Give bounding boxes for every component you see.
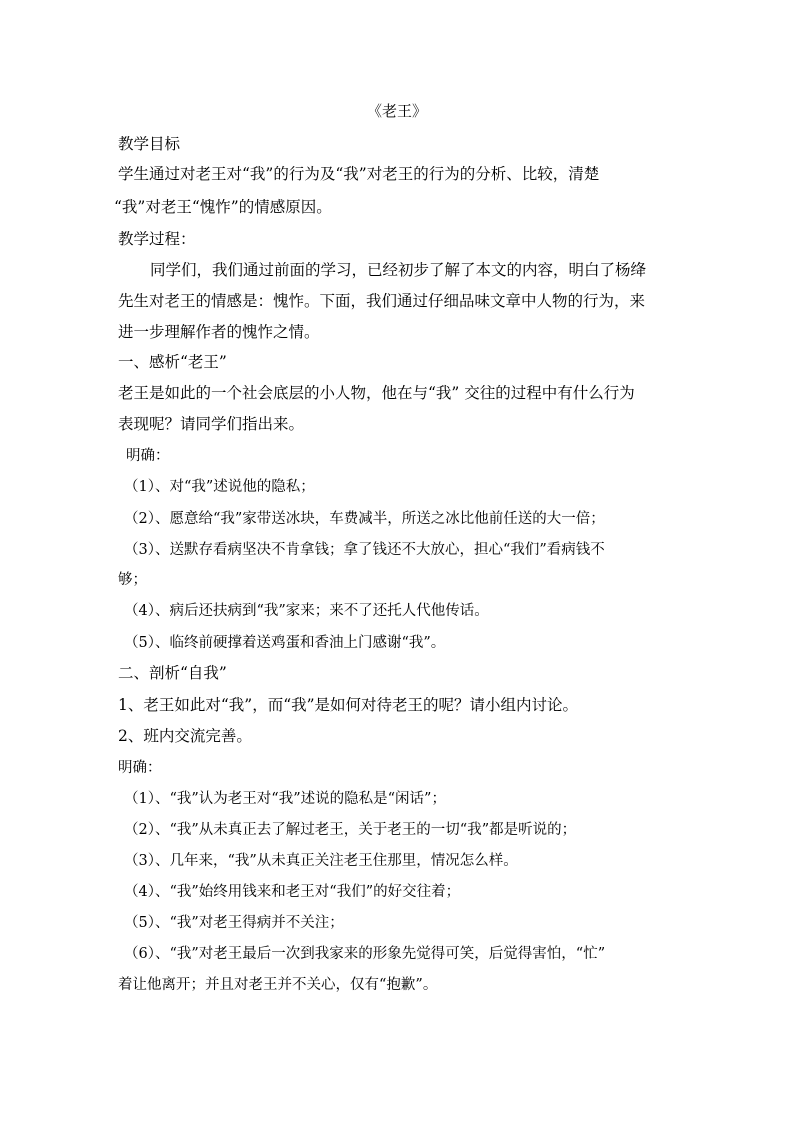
list-item: （4）、“我”始终用钱来和老王对“我们”的好交往着；	[124, 884, 461, 900]
part1-question-line-1: 老王是如此的一个社会底层的小人物，他在与“我” 交往的过程中有什么行为	[118, 384, 635, 402]
list-item: （2）、“我”从未真正去了解过老王，关于老王的一切“我”都是听说的；	[124, 822, 577, 838]
list-item: （1）、“我”认为老王对“我”述说的隐私是“闲话”；	[124, 791, 446, 807]
goal-text-line-2: “我”对老王“愧怍”的情感原因。	[114, 198, 332, 216]
part1-heading: 一、感析“老王”	[118, 353, 227, 371]
intro-line-3: 进一步理解作者的愧怍之情。	[118, 323, 320, 341]
intro-line-2: 先生对老王的情感是：愧怍。下面，我们通过仔细品味文章中人物的行为，来	[118, 292, 646, 310]
process-heading: 教学过程：	[118, 230, 196, 248]
document-title: 《老王》	[366, 102, 427, 120]
part2-step-1: 1、老王如此对“我”，而“我”是如何对待老王的呢？请小组内讨论。	[118, 696, 579, 714]
list-item: （5）、临终前硬撑着送鸡蛋和香油上门感谢“我”。	[124, 635, 446, 651]
part1-question-line-2: 表现呢？请同学们指出来。	[118, 415, 305, 433]
goal-heading: 教学目标	[118, 135, 181, 153]
list-item: （2）、愿意给“我”家带送冰块，车费减半，所送之冰比他前任送的大一倍；	[124, 511, 605, 527]
list-item: （1）、对“我”述说他的隐私；	[124, 479, 315, 495]
list-item: （4）、病后还扶病到“我”家来；来不了还托人代他传话。	[124, 603, 489, 619]
part2-heading: 二、剖析“自我”	[118, 664, 227, 682]
list-item: （3）、几年来，“我”从未真正关注老王住那里，情况怎么样。	[124, 853, 518, 869]
list-item-continuation: 够；	[118, 572, 147, 588]
list-item: （3）、送默存看病坚决不肯拿钱；拿了钱还不大放心，担心“我们”看病钱不	[124, 542, 605, 558]
part2-step-2: 2、班内交流完善。	[118, 727, 252, 745]
list-item: （6）、“我”对老王最后一次到我家来的形象先觉得可笑，后觉得害怕，“忙”	[124, 946, 606, 962]
intro-line-1: 同学们，我们通过前面的学习，已经初步了解了本文的内容，明白了杨绛	[150, 261, 647, 279]
part2-clarify-label: 明确：	[118, 760, 162, 776]
list-item-continuation: 着让他离开；并且对老王并不关心，仅有“抱歉”。	[118, 977, 438, 993]
list-item: （5）、“我”对老王得病并不关注；	[124, 915, 344, 931]
goal-text-line-1: 学生通过对老王对“我”的行为及“我”对老王的行为的分析、比较，清楚	[118, 165, 600, 183]
part1-clarify-label: 明确：	[126, 448, 170, 464]
